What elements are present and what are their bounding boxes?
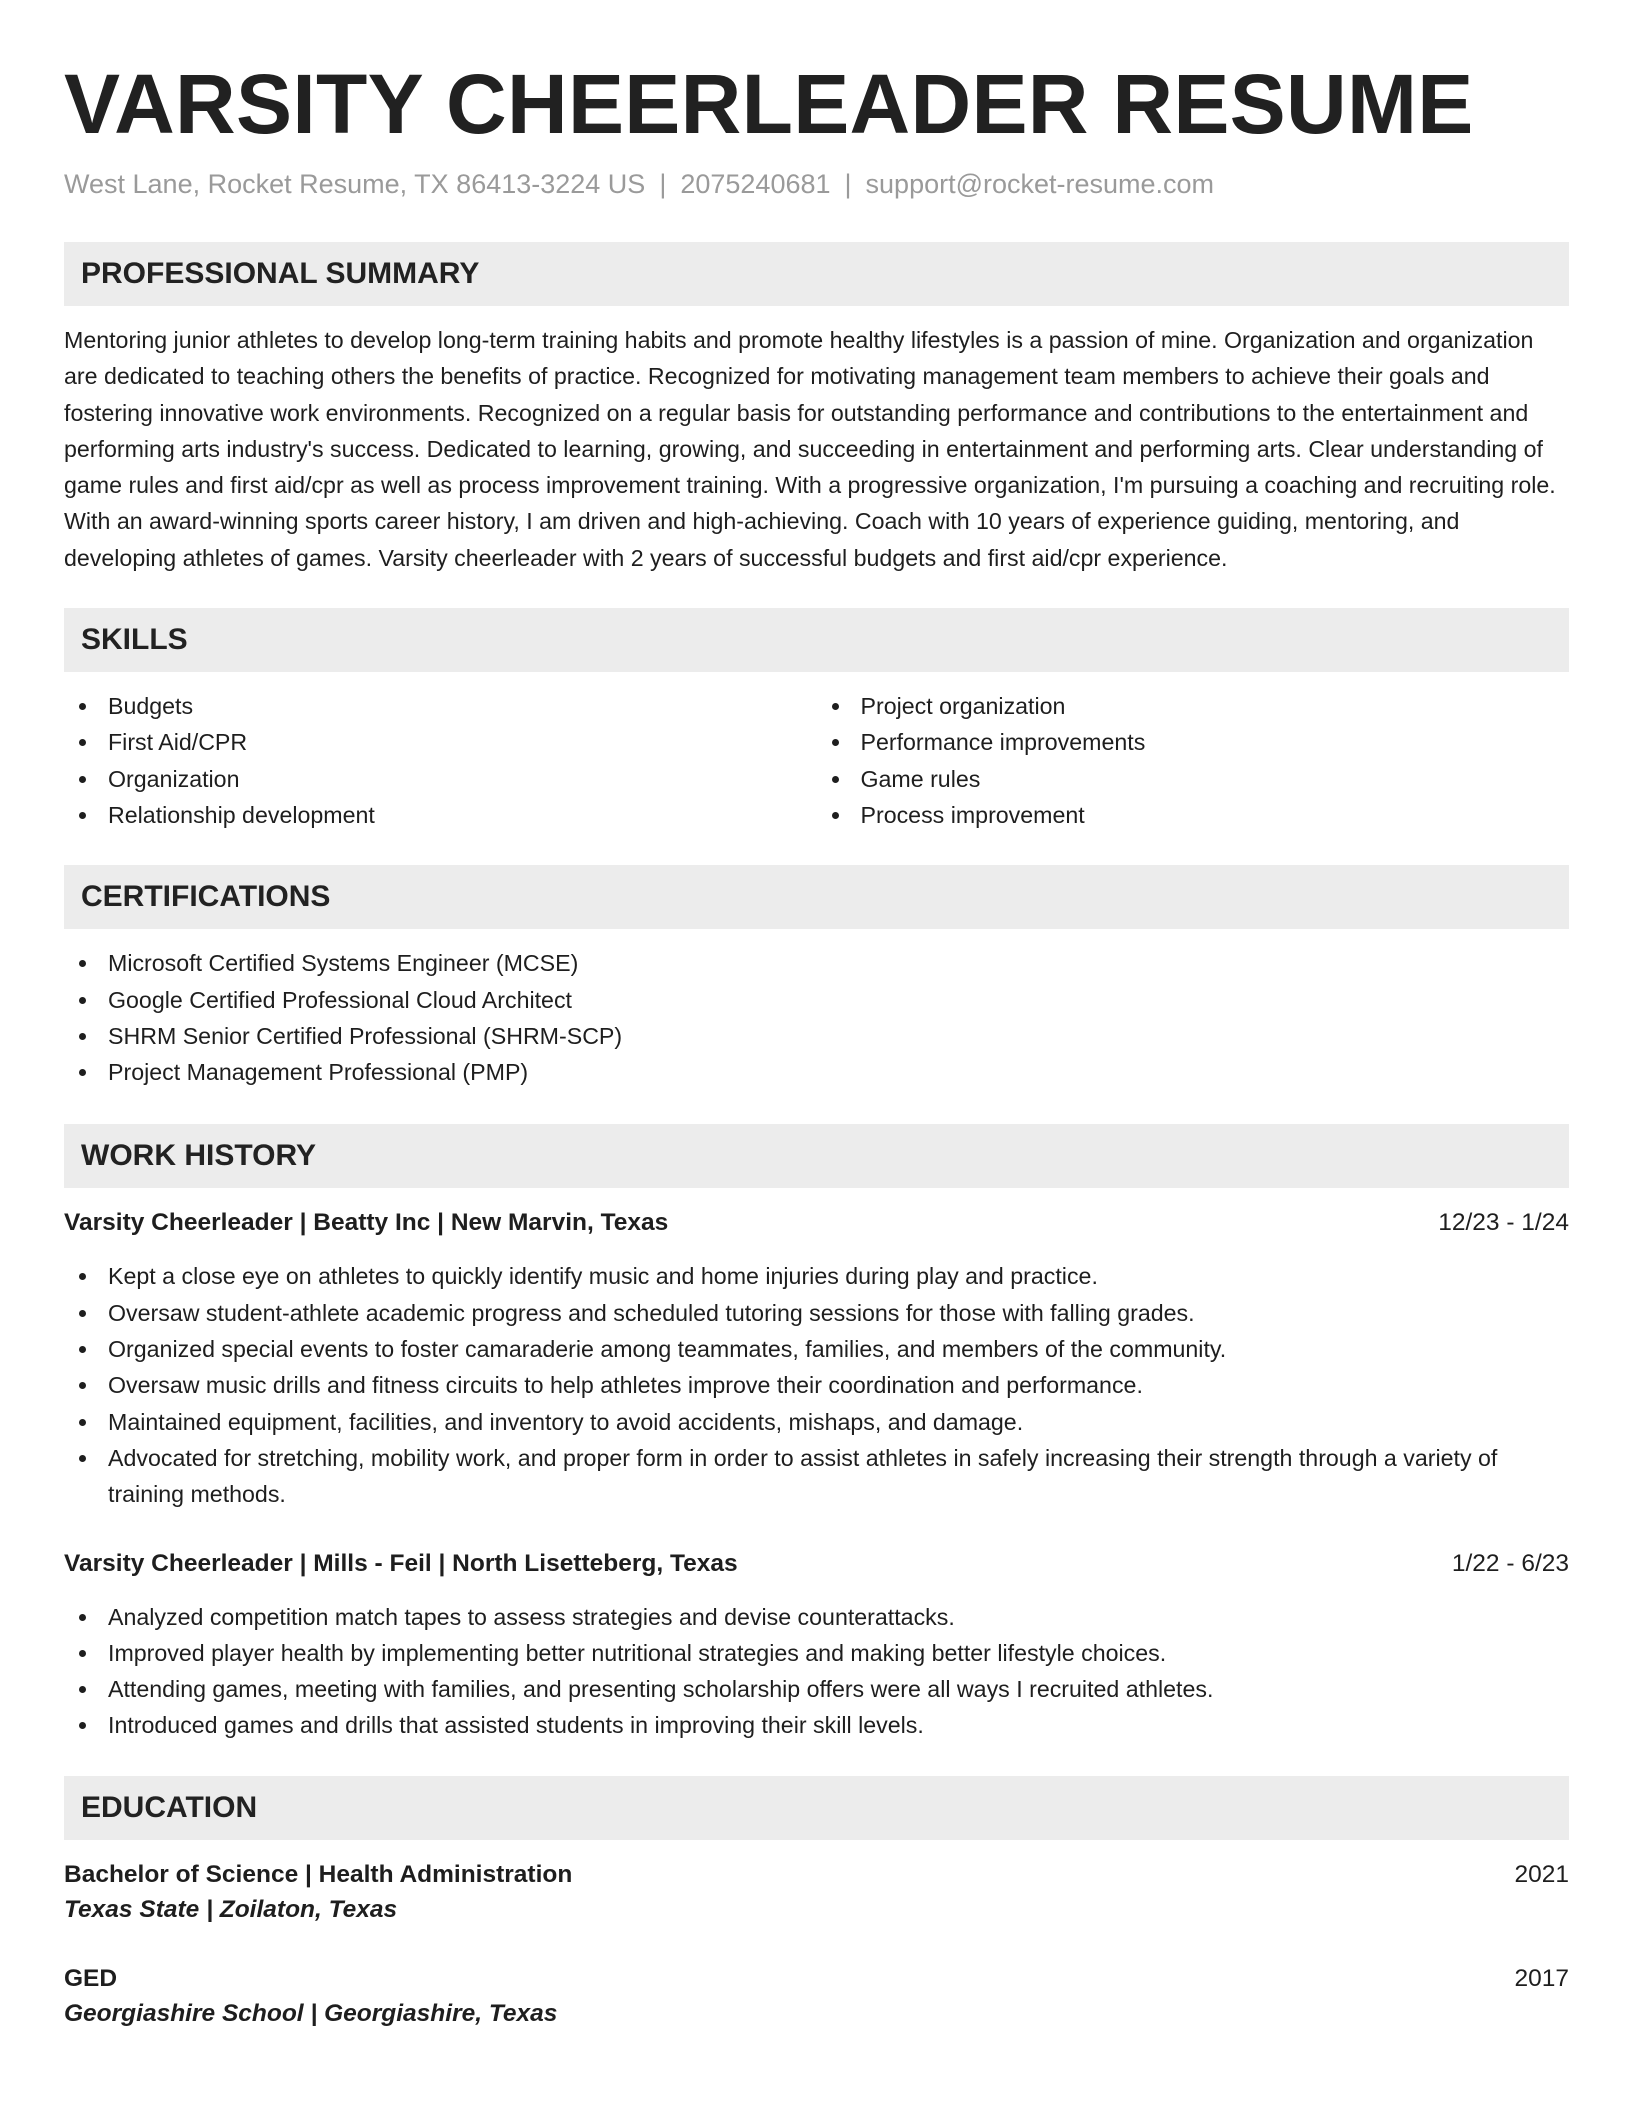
education-entry: [64, 1858, 1569, 1928]
section-heading-education: EDUCATION: [64, 1776, 1569, 1840]
education-header: [64, 1962, 1569, 1996]
skills-list-right: [817, 688, 1570, 833]
job-duty: Improved player health by implementing better nutritional strategies and making better lifestyle choices.: [64, 1635, 1569, 1671]
job-dates: 12/23 - 1/24: [1438, 1209, 1569, 1237]
skill-item: Organization: [64, 761, 817, 797]
contact-separator: |: [659, 169, 667, 199]
contact-phone: 2075240681: [680, 169, 831, 199]
job-duty: Organized special events to foster camaraderie among teammates, families, and members of the community.: [64, 1331, 1569, 1367]
contact-address: West Lane, Rocket Resume, TX 86413-3224 US: [64, 169, 646, 199]
section-heading-summary: PROFESSIONAL SUMMARY: [64, 242, 1569, 306]
skill-item: Process improvement: [817, 797, 1570, 833]
skill-item: Budgets: [64, 688, 817, 724]
education-year: 2017: [1514, 1964, 1569, 1992]
job-duty: Maintained equipment, facilities, and inventory to avoid accidents, mishaps, and damage.: [64, 1404, 1569, 1440]
certification-item: Google Certified Professional Cloud Architect: [64, 982, 1569, 1018]
contact-email: support@rocket-resume.com: [865, 169, 1215, 199]
job-duty: Analyzed competition match tapes to assess strategies and devise counterattacks.: [64, 1599, 1569, 1635]
skills-list-left: [64, 688, 817, 833]
skill-item: Game rules: [817, 761, 1570, 797]
job-duties-list: [64, 1599, 1569, 1744]
skills-grid: [64, 688, 1569, 833]
summary-paragraph: Mentoring junior athletes to develop long-term training habits and promote healthy lifestyles is a passion of mine. Organization and organization are dedicated to teaching others the benefits of practice. Recognized for motivating management team members to achieve their goals and fostering innovative work environments. Recognized on a regular basis for outstanding performance and contributions to the entertainment and performing arts industry's success. Dedicated to learning, growing, and succeeding in entertainment and performing arts. Clear understanding of game rules and first aid/cpr as well as process improvement training. With a progressive organization, I'm pursuing a coaching and recruiting role. With an award-winning sports career history, I am driven and high-achieving. Coach with 10 years of experience guiding, mentoring, and developing athletes of games. Varsity cheerleader with 2 years of successful budgets and first aid/cpr experience.: [64, 327, 1556, 571]
job-duty: Advocated for stretching, mobility work, and proper form in order to assist athletes in safely increasing their strength through a variety of training methods.: [64, 1440, 1569, 1513]
contact-line: [64, 166, 1569, 202]
education-school: Georgiashire School | Georgiashire, Texas: [64, 1999, 558, 2027]
job-title: Varsity Cheerleader | Beatty Inc | New Marvin, Texas: [64, 1209, 669, 1237]
education-entry: [64, 1962, 1569, 2032]
job-duty: Introduced games and drills that assisted students in improving their skill levels.: [64, 1707, 1569, 1743]
job-duty: Oversaw student-athlete academic progress and scheduled tutoring sessions for those with falling grades.: [64, 1295, 1569, 1331]
section-heading-work-history: WORK HISTORY: [64, 1124, 1569, 1188]
certification-item: Microsoft Certified Systems Engineer (MCSE): [64, 945, 1569, 981]
skills-column-left: [64, 688, 817, 833]
skill-item: Performance improvements: [817, 724, 1570, 760]
job-header: [64, 1206, 1569, 1240]
skill-item: Project organization: [817, 688, 1570, 724]
certification-item: Project Management Professional (PMP): [64, 1054, 1569, 1090]
section-heading-certifications: CERTIFICATIONS: [64, 865, 1569, 929]
education-year: 2021: [1514, 1860, 1569, 1888]
resume-title: VARSITY CHEERLEADER RESUME: [64, 57, 1474, 151]
certifications-list: [64, 945, 1569, 1090]
section-heading-skills: SKILLS: [64, 608, 1569, 672]
skill-item: Relationship development: [64, 797, 817, 833]
job-dates: 1/22 - 6/23: [1451, 1549, 1569, 1577]
education-degree: Bachelor of Science | Health Administration: [64, 1860, 573, 1888]
contact-separator: |: [844, 169, 852, 199]
job-duty: Attending games, meeting with families, and presenting scholarship offers were all ways I recruited athletes.: [64, 1671, 1569, 1707]
skills-column-right: [817, 688, 1570, 833]
job-header: [64, 1547, 1569, 1581]
job-entry: [64, 1206, 1569, 1512]
education-degree: GED: [64, 1964, 118, 1992]
certification-item: SHRM Senior Certified Professional (SHRM-SCP): [64, 1018, 1569, 1054]
skill-item: First Aid/CPR: [64, 724, 817, 760]
job-entry: [64, 1547, 1569, 1744]
job-duty: Kept a close eye on athletes to quickly identify music and home injuries during play and practice.: [64, 1258, 1569, 1294]
education-school: Texas State | Zoilaton, Texas: [64, 1895, 398, 1923]
job-duties-list: [64, 1258, 1569, 1512]
job-duty: Oversaw music drills and fitness circuits to help athletes improve their coordination and performance.: [64, 1367, 1569, 1403]
education-header: [64, 1858, 1569, 1892]
job-title: Varsity Cheerleader | Mills - Feil | North Lisetteberg, Texas: [64, 1549, 738, 1577]
